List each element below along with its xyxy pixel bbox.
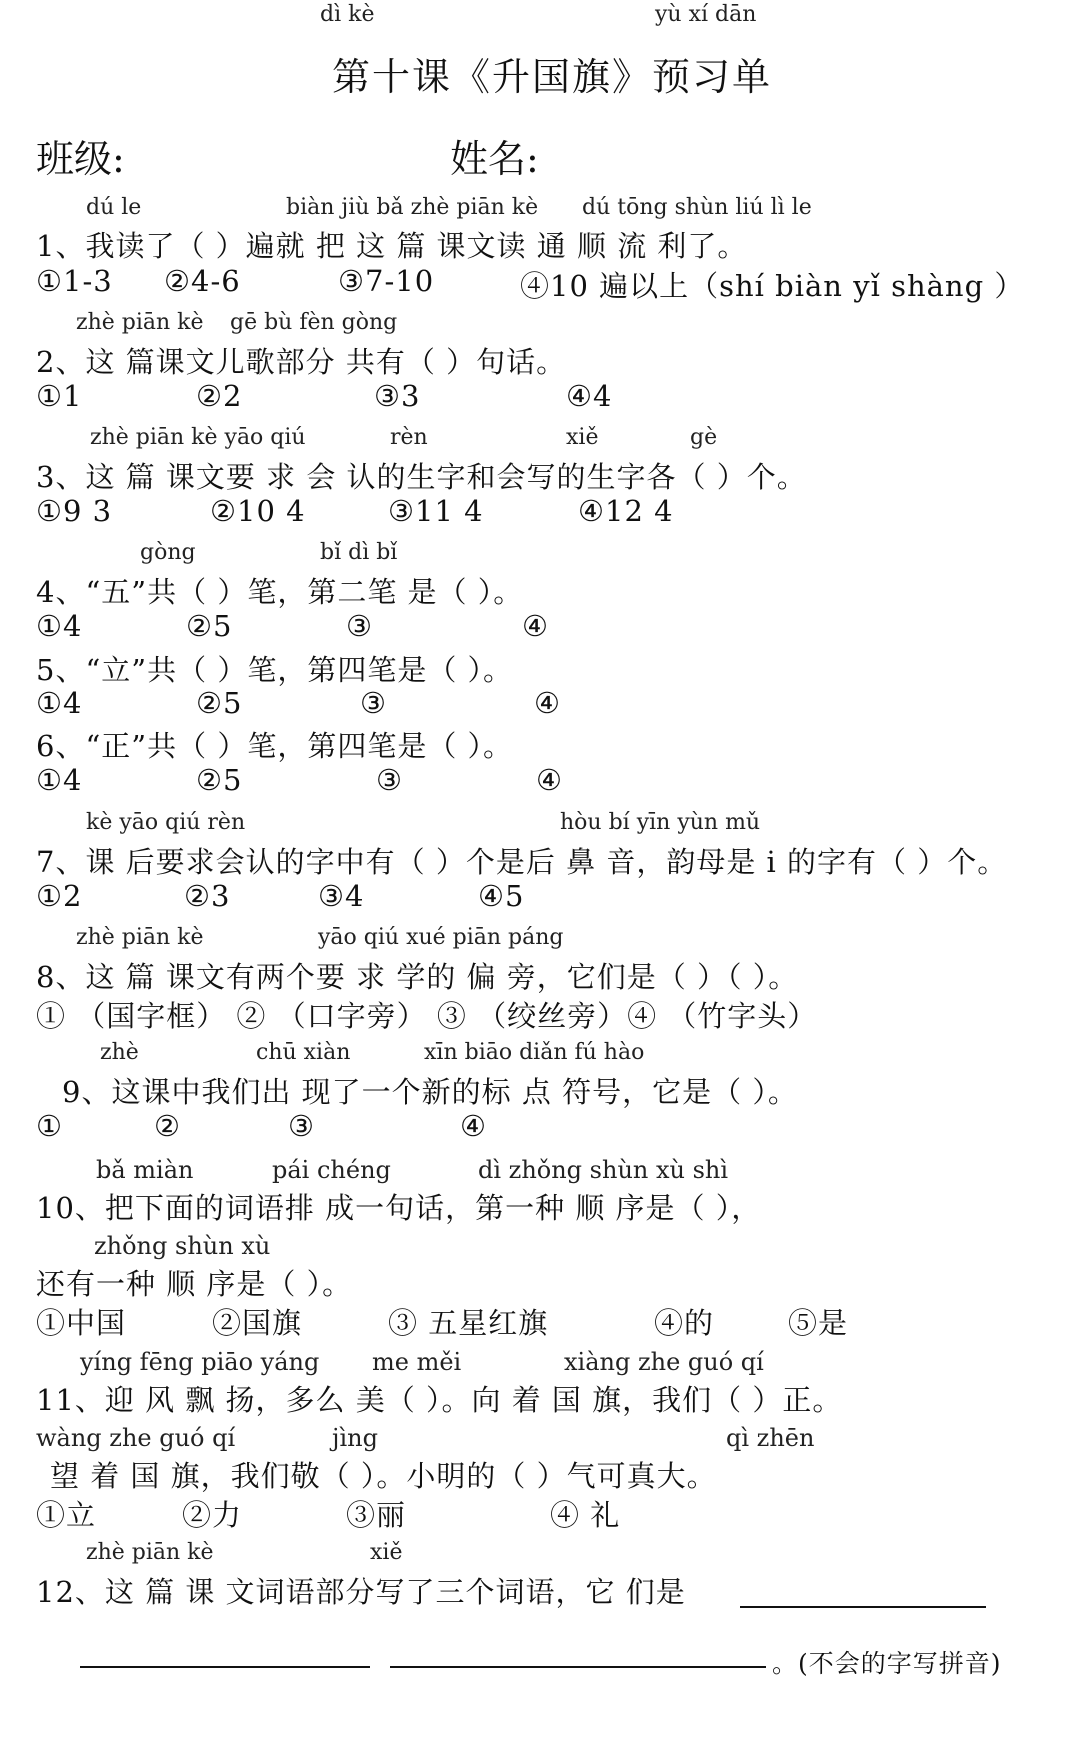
q12-answer-line-3[interactable] bbox=[390, 1666, 766, 1668]
q1-option-4: ④10 遍以上（shí biàn yǐ shàng ） bbox=[520, 269, 1025, 303]
q10-option-3: ③ 五星红旗 bbox=[388, 1306, 549, 1340]
q4-pinyin-2: bǐ dì bǐ bbox=[320, 540, 398, 565]
q9-option-4: ④ bbox=[460, 1109, 487, 1143]
class-label: 班级: bbox=[36, 137, 125, 181]
q5-option-3: ③ bbox=[360, 686, 387, 720]
q2-question: 2、这 篇课文儿歌部分 共有（ ）句话。 bbox=[36, 345, 567, 379]
q6-question: 6、“正”共（ ）笔，第四笔是（ ）。 bbox=[36, 729, 514, 763]
q2-option-1: ①1 bbox=[36, 379, 83, 413]
name-label: 姓名: bbox=[450, 137, 539, 181]
q5-option-2: ②5 bbox=[196, 686, 243, 720]
q4-option-1: ①4 bbox=[36, 609, 83, 643]
q7-option-1: ①2 bbox=[36, 879, 83, 913]
q10-pinyin-1: bǎ miàn bbox=[96, 1156, 194, 1184]
q12-note: 。(不会的字写拼音) bbox=[772, 1649, 1002, 1678]
q5-option-4: ④ bbox=[534, 686, 561, 720]
q8-options: ① （国字框） ② （口字旁） ③ （绞丝旁）④ （竹字头） bbox=[36, 999, 818, 1033]
q8-question: 8、这 篇 课文有两个要 求 学的 偏 旁，它们是（ ）（ ）。 bbox=[36, 960, 799, 994]
q7-pinyin-2: hòu bí yīn yùn mǔ bbox=[560, 810, 761, 835]
q3-option-4: ④12 4 bbox=[578, 494, 674, 528]
q7-question: 7、课 后要求会认的字中有（ ）个是后 鼻 音，韵母是 i 的字有（ ）个。 bbox=[36, 845, 1008, 879]
q6-option-3: ③ bbox=[376, 763, 403, 797]
q12-pinyin-2: xiě bbox=[370, 1540, 403, 1565]
q11-question: 11、迎 风 飘 扬，多么 美（ ）。向 着 国 旗，我们（ ）正。 bbox=[36, 1383, 843, 1417]
q3-pinyin-2: rèn bbox=[390, 425, 428, 450]
q1-pinyin-1: dú le bbox=[86, 195, 142, 220]
q4-pinyin-1: gòng bbox=[140, 540, 196, 565]
q11-option-2: ②力 bbox=[182, 1498, 243, 1532]
q12-question: 12、这 篇 课 文词语部分写了三个词语，它 们是 bbox=[36, 1575, 686, 1609]
q2-option-4: ④4 bbox=[566, 379, 613, 413]
q11-option-1: ①立 bbox=[36, 1498, 97, 1532]
q11-pinyin-3: xiàng zhe guó qí bbox=[564, 1348, 764, 1376]
q3-pinyin-1: zhè piān kè yāo qiú bbox=[90, 425, 306, 450]
q9-question: 9、这课中我们出 现了一个新的标 点 符号，它是（ ）。 bbox=[62, 1075, 798, 1109]
q3-question: 3、这 篇 课文要 求 会 认的生字和会写的生字各（ ）个。 bbox=[36, 460, 807, 494]
q11-pinyin-2: me měi bbox=[372, 1348, 462, 1376]
q3-option-1: ①9 3 bbox=[36, 494, 113, 528]
q10-question-line2: 还有一种 顺 序是（ ）。 bbox=[36, 1267, 353, 1301]
q9-option-3: ③ bbox=[288, 1109, 315, 1143]
q5-question: 5、“立”共（ ）笔，第四笔是（ ）。 bbox=[36, 653, 514, 687]
q9-pinyin-2: chū xiàn bbox=[256, 1040, 351, 1065]
q4-option-4: ④ bbox=[522, 609, 549, 643]
q5-option-1: ①4 bbox=[36, 686, 83, 720]
q7-option-2: ②3 bbox=[184, 879, 231, 913]
q10-option-5: ⑤是 bbox=[788, 1306, 849, 1340]
page-title: 第十课《升国旗》预习单 bbox=[332, 55, 773, 99]
q10-option-1: ①中国 bbox=[36, 1306, 127, 1340]
q6-option-2: ②5 bbox=[196, 763, 243, 797]
q10-option-2: ②国旗 bbox=[212, 1306, 303, 1340]
q1-question: 1、我读了（ ）遍就 把 这 篇 课文读 通 顺 流 利了。 bbox=[36, 229, 748, 263]
q12-answer-line-2[interactable] bbox=[80, 1666, 370, 1668]
q9-option-2: ② bbox=[154, 1109, 181, 1143]
q6-option-1: ①4 bbox=[36, 763, 83, 797]
q11-option-4: ④ 礼 bbox=[550, 1498, 621, 1532]
q2-option-3: ③3 bbox=[374, 379, 421, 413]
q3-pinyin-4: gè bbox=[690, 425, 718, 450]
q11-option-3: ③丽 bbox=[346, 1498, 407, 1532]
q2-pinyin-1: zhè piān kè bbox=[76, 310, 204, 335]
q8-pinyin-2: yāo qiú xué piān páng bbox=[318, 925, 564, 950]
q7-pinyin-1: kè yāo qiú rèn bbox=[86, 810, 246, 835]
q11-pinyin-1: yíng fēng piāo yáng bbox=[80, 1348, 320, 1376]
q1-pinyin-2: biàn jiù bǎ zhè piān kè bbox=[286, 195, 539, 220]
q3-option-3: ③11 4 bbox=[388, 494, 484, 528]
q7-option-3: ③4 bbox=[318, 879, 365, 913]
q4-option-2: ②5 bbox=[186, 609, 233, 643]
q10-option-4: ④的 bbox=[654, 1306, 715, 1340]
q10-question: 10、把下面的词语排 成一句话，第一种 顺 序是（ ）， bbox=[36, 1191, 762, 1225]
q1-option-2: ②4-6 bbox=[164, 264, 241, 298]
q12-answer-line-1[interactable] bbox=[740, 1606, 986, 1608]
q1-option-1: ①1-3 bbox=[36, 264, 113, 298]
q9-pinyin-1: zhè bbox=[100, 1040, 139, 1065]
q12-pinyin-1: zhè piān kè bbox=[86, 1540, 214, 1565]
q3-option-2: ②10 4 bbox=[210, 494, 306, 528]
q8-pinyin-1: zhè piān kè bbox=[76, 925, 204, 950]
title-pinyin-2: yù xí dān bbox=[655, 2, 757, 27]
q9-option-1: ① bbox=[36, 1109, 63, 1143]
q7-option-4: ④5 bbox=[478, 879, 525, 913]
q10-pinyin-4: zhǒng shùn xù bbox=[94, 1232, 271, 1260]
q10-pinyin-3: dì zhǒng shùn xù shì bbox=[478, 1156, 729, 1184]
q1-option-3: ③7-10 bbox=[338, 264, 435, 298]
q6-option-4: ④ bbox=[536, 763, 563, 797]
q4-option-3: ③ bbox=[346, 609, 373, 643]
q11-pinyin-5: jìng bbox=[332, 1424, 378, 1452]
q3-pinyin-3: xiě bbox=[566, 425, 599, 450]
q2-pinyin-2: gē bù fèn gòng bbox=[230, 310, 398, 335]
q1-pinyin-3: dú tōng shùn liú lì le bbox=[582, 195, 812, 220]
title-pinyin-1: dì kè bbox=[320, 2, 375, 27]
q4-question: 4、“五”共（ ）笔，第二笔 是（ ）。 bbox=[36, 575, 524, 609]
q11-pinyin-4: wàng zhe guó qí bbox=[36, 1424, 236, 1452]
q2-option-2: ②2 bbox=[196, 379, 243, 413]
q11-pinyin-6: qì zhēn bbox=[726, 1424, 815, 1452]
q9-pinyin-3: xīn biāo diǎn fú hào bbox=[424, 1040, 645, 1065]
q11-question-line2: 望 着 国 旗，我们敬（ ）。小明的（ ）气可真大。 bbox=[50, 1459, 717, 1493]
q10-pinyin-2: pái chéng bbox=[272, 1156, 391, 1184]
